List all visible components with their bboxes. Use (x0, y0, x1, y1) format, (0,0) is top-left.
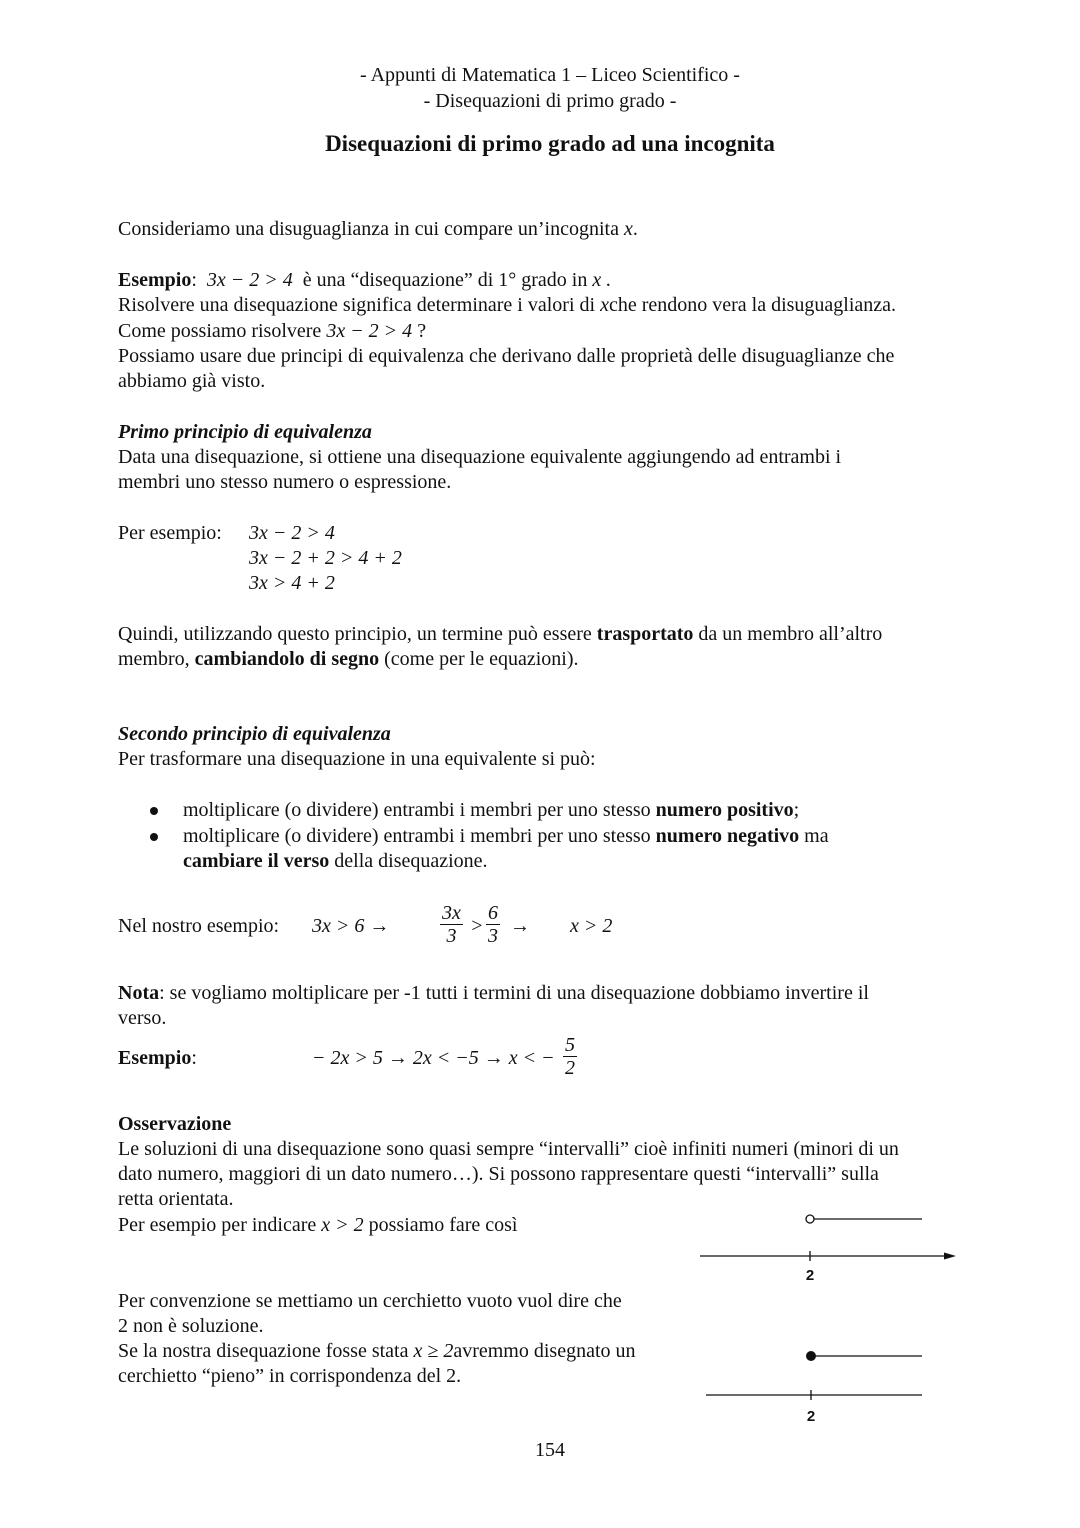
intro-line-6: abbiamo già visto. (118, 370, 266, 392)
axis-arrow-icon (944, 1253, 956, 1260)
primo-example-label: Per esempio: (118, 522, 222, 544)
intro-example: Esempio: 3x − 2 > 4 è una “disequazione” di 1° grado in x . (118, 269, 612, 291)
page-title: Disequazioni di primo grado ad una incognita (325, 131, 775, 156)
intro-line-3: Risolvere una disequazione significa determinare i valori di xche rendono vera la disuguaglianza. (118, 294, 897, 316)
intro-paragraph: Consideriamo una disuguaglianza in cui compare un’incognita x. (118, 218, 638, 240)
primo-step-1: 3x − 2 > 4 (249, 522, 335, 544)
primo-conclusion-2: membro, cambiandolo di segno (come per le equazioni). (118, 648, 579, 670)
bullet-icon (150, 833, 158, 841)
page-number: 154 (535, 1439, 565, 1461)
primo-line-2: membri uno stesso numero o espressione. (118, 471, 452, 493)
bullet-icon (150, 807, 158, 815)
fraction-5-over-2: $\frac{5}{2}$ (565, 1034, 575, 1079)
tick-label: 2 (806, 1408, 816, 1425)
arrow-sign: → (510, 915, 530, 937)
secondo-line-1: Per trasformare una disequazione in una equivalente si può: (118, 748, 596, 770)
number-line-filled (690, 1340, 970, 1430)
primo-step-2: 3x − 2 + 2 > 4 + 2 (249, 547, 402, 569)
nota-line-1: Nota: se vogliamo moltiplicare per -1 tutti i termini di una disequazione dobbiamo invertire il (118, 982, 869, 1004)
tick-label: 2 (805, 1267, 815, 1284)
number-line-open (690, 1205, 970, 1285)
bullet-item-negative-cont: cambiare il verso della disequazione. (183, 850, 488, 872)
osservazione-line-1: Le soluzioni di una disequazione sono quasi sempre “intervalli” cioè infiniti numeri (minori di un (118, 1138, 899, 1160)
intro-line-4: Come possiamo risolvere 3x − 2 > 4 ? (118, 320, 427, 342)
nota-line-2: verso. (118, 1007, 167, 1029)
doc-header-chapter: - Disequazioni di primo grado - (423, 90, 677, 112)
open-circle-icon (806, 1215, 814, 1223)
secondo-example-label: Nel nostro esempio: (118, 915, 280, 937)
doc-header-course: - Appunti di Matematica 1 – Liceo Scientifico - (360, 64, 740, 86)
secondo-example-lhs: 3x > 6 → (312, 915, 390, 937)
osservazione-line-7: Se la nostra disequazione fosse stata x ≥ 2avremmo disegnato un (118, 1340, 636, 1362)
primo-step-3: 3x > 4 + 2 (249, 572, 335, 594)
section-heading-osservazione: Osservazione (118, 1113, 232, 1135)
osservazione-line-8: cerchietto “pieno” in corrispondenza del 2. (118, 1365, 462, 1387)
fraction-6-over-3: $\frac{6}{3}$ (488, 902, 498, 947)
section-heading-secondo: Secondo principio di equivalenza (118, 723, 391, 745)
nota-example-expression: − 2x > 5 → 2x < −5 → x < − (312, 1047, 555, 1069)
osservazione-line-2: dato numero, maggiori di un dato numero…). Si possono rappresentare questi “intervalli” sulla (118, 1163, 879, 1185)
fraction-3x-over-3: $\frac{3x}{3}$ (442, 902, 461, 947)
osservazione-line-6: 2 non è soluzione. (118, 1315, 264, 1337)
primo-line-1: Data una disequazione, si ottiene una disequazione equivalente aggiungendo ad entrambi i (118, 446, 842, 468)
primo-conclusion-1: Quindi, utilizzando questo principio, un termine può essere trasportato da un membro all’altro (118, 623, 883, 645)
osservazione-line-5: Per convenzione se mettiamo un cerchietto vuoto vuol dire che (118, 1290, 622, 1312)
osservazione-line-3: retta orientata. (118, 1188, 234, 1210)
nota-example-label: Esempio: (118, 1047, 197, 1069)
secondo-example-result: x > 2 (570, 915, 613, 937)
osservazione-line-4: Per esempio per indicare x > 2 possiamo fare così (118, 1214, 518, 1236)
bullet-item-negative: moltiplicare (o dividere) entrambi i membri per uno stesso numero negativo ma (183, 825, 829, 847)
intro-line-5: Possiamo usare due principi di equivalenza che derivano dalle proprietà delle disuguaglianze che (118, 345, 895, 367)
gt-sign: > (470, 915, 484, 937)
example-expression: 3x − 2 > 4 (206, 269, 293, 291)
bullet-item-positive: moltiplicare (o dividere) entrambi i membri per uno stesso numero positivo; (183, 799, 800, 821)
section-heading-primo: Primo principio di equivalenza (118, 421, 372, 443)
